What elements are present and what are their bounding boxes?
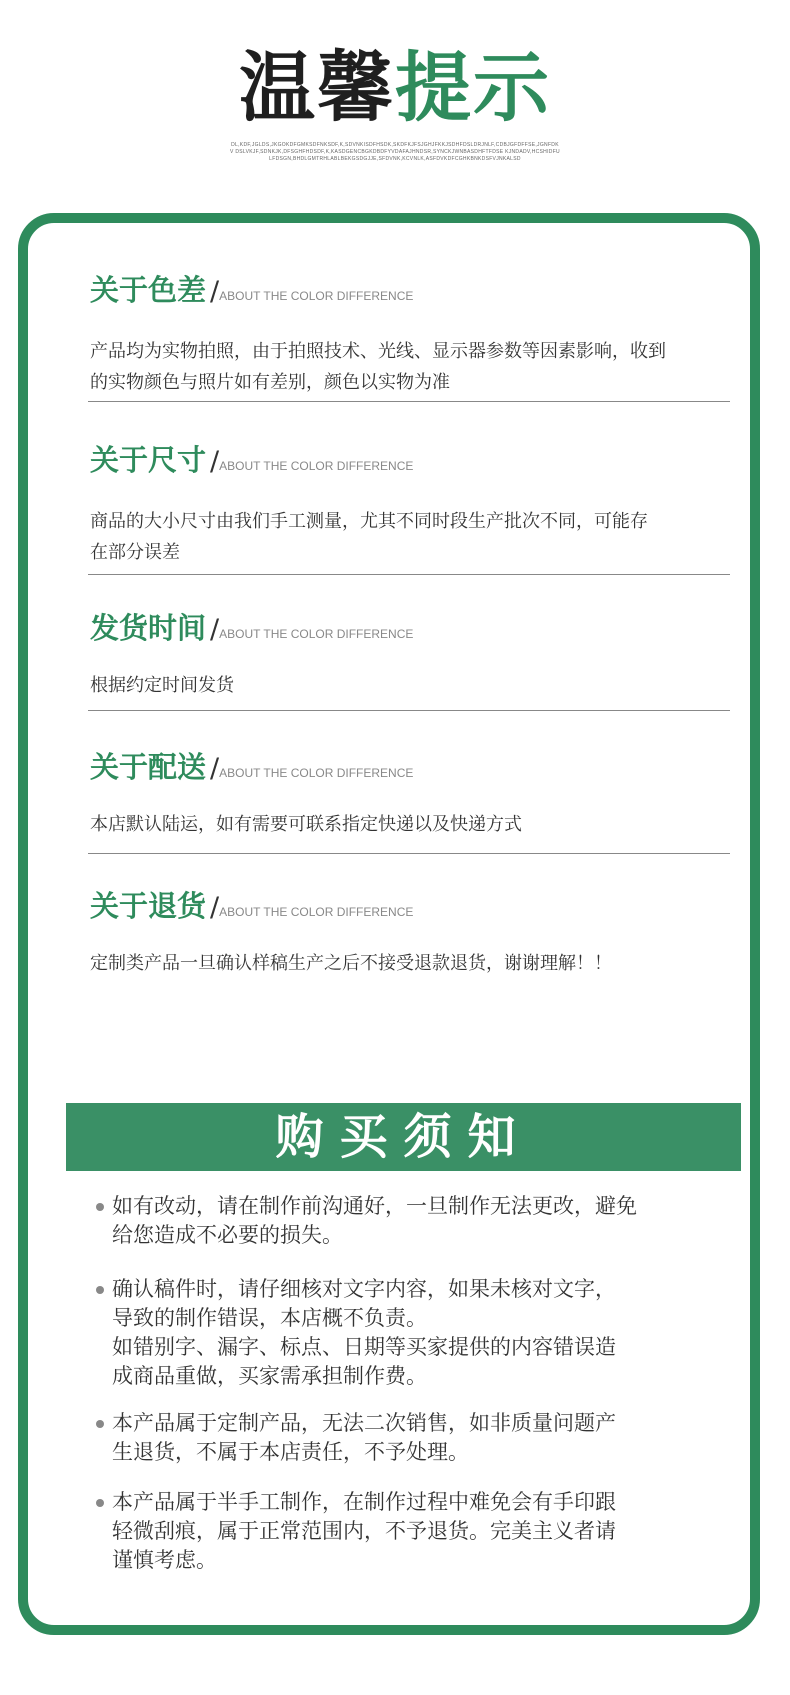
purchase-notice-banner: 购买须知 — [66, 1103, 741, 1171]
section-english-label: ABOUT THE COLOR DIFFERENCE — [219, 627, 414, 641]
section-title: 关于退货 — [90, 889, 207, 923]
section-title: 关于尺寸 — [90, 443, 207, 477]
notice-line: 成商品重做，买家需承担制作费。 — [112, 1364, 427, 1388]
slash-divider: / — [210, 753, 220, 784]
divider — [88, 574, 730, 575]
section-title: 关于配送 — [90, 750, 207, 784]
notice-line: 生退货，不属于本店责任，不予处理。 — [112, 1440, 469, 1464]
notice-line: 导致的制作错误，本店概不负责。 — [112, 1306, 427, 1330]
slash-divider: / — [210, 614, 220, 645]
bullet-icon — [96, 1203, 104, 1211]
notice-card — [18, 213, 760, 1635]
notice-item — [96, 1275, 716, 1391]
section-heading — [90, 745, 413, 786]
section-body — [90, 809, 740, 840]
section-body — [90, 670, 740, 701]
section-title: 发货时间 — [90, 611, 207, 645]
notice-line: 给您造成不必要的损失。 — [112, 1223, 343, 1247]
section-english-label: ABOUT THE COLOR DIFFERENCE — [219, 905, 414, 919]
page-title-green: 提示 — [395, 43, 551, 132]
section-english-label: ABOUT THE COLOR DIFFERENCE — [219, 459, 414, 473]
section-heading — [90, 884, 413, 925]
divider — [88, 401, 730, 402]
divider — [88, 853, 730, 854]
section-body-line: 商品的大小尺寸由我们手工测量，尤其不同时段生产批次不同，可能存 — [90, 511, 648, 532]
section-english-label: ABOUT THE COLOR DIFFERENCE — [219, 766, 414, 780]
page-title — [0, 43, 790, 132]
notice-line: 本产品属于定制产品，无法二次销售，如非质量问题产 — [112, 1411, 616, 1435]
bullet-icon — [96, 1286, 104, 1294]
section-title: 关于色差 — [90, 273, 207, 307]
section-body — [90, 336, 740, 398]
slash-divider: / — [210, 446, 220, 477]
page-title-dark: 温馨 — [239, 43, 395, 132]
notice-item — [96, 1488, 716, 1575]
notice-item — [96, 1409, 716, 1467]
page-subtitle: DL,KDF,JGLDS,JKGOKDFGMKSDFNKSDF,K,SDVNKISDFHSDK,SKDFKJFSJGHJFKKJSDHFDSLDRJNLF,CDBJGFDFFSE,JGNFDKV DSLVKJF,SDNKJK,DFSGHFHDSDF,K,KASDGENCBGKDBDFYVDAFAJHNDSR,SYNCKJWNBASDHFTFDSE KJNDADV,HCSHIDFULFDSGN,BHDLGMTRHLABLBEKGSDGJJE,SFDVNK,KCVNLK,ASFDVKDFCGHKBNKDSFVJNKALSD — [230, 142, 560, 162]
section-body — [90, 506, 740, 568]
section-body — [90, 948, 740, 979]
notice-line: 确认稿件时，请仔细核对文字内容，如果未核对文字， — [112, 1277, 616, 1301]
section-heading — [90, 606, 413, 647]
section-body-line: 的实物颜色与照片如有差别，颜色以实物为准 — [90, 372, 450, 393]
section-body-line: 产品均为实物拍照，由于拍照技术、光线、显示器参数等因素影响，收到 — [90, 341, 666, 362]
slash-divider: / — [210, 276, 220, 307]
notice-line: 轻微刮痕，属于正常范围内，不予退货。完美主义者请 — [112, 1519, 616, 1543]
section-heading — [90, 438, 413, 479]
section-body-line: 本店默认陆运，如有需要可联系指定快递以及快递方式 — [90, 814, 522, 835]
section-english-label: ABOUT THE COLOR DIFFERENCE — [219, 289, 414, 303]
bullet-icon — [96, 1499, 104, 1507]
bullet-icon — [96, 1420, 104, 1428]
divider — [88, 710, 730, 711]
notice-item — [96, 1192, 716, 1250]
notice-line: 谨慎考虑。 — [112, 1548, 217, 1572]
section-body-line: 定制类产品一旦确认样稿生产之后不接受退款退货，谢谢理解！！ — [90, 953, 612, 974]
slash-divider: / — [210, 892, 220, 923]
notice-line: 如有改动，请在制作前沟通好，一旦制作无法更改，避免 — [112, 1194, 637, 1218]
section-body-line: 在部分误差 — [90, 542, 180, 563]
section-body-line: 根据约定时间发货 — [90, 675, 234, 696]
notice-line: 如错别字、漏字、标点、日期等买家提供的内容错误造 — [112, 1335, 616, 1359]
section-heading — [90, 268, 413, 309]
notice-line: 本产品属于半手工制作，在制作过程中难免会有手印跟 — [112, 1490, 616, 1514]
